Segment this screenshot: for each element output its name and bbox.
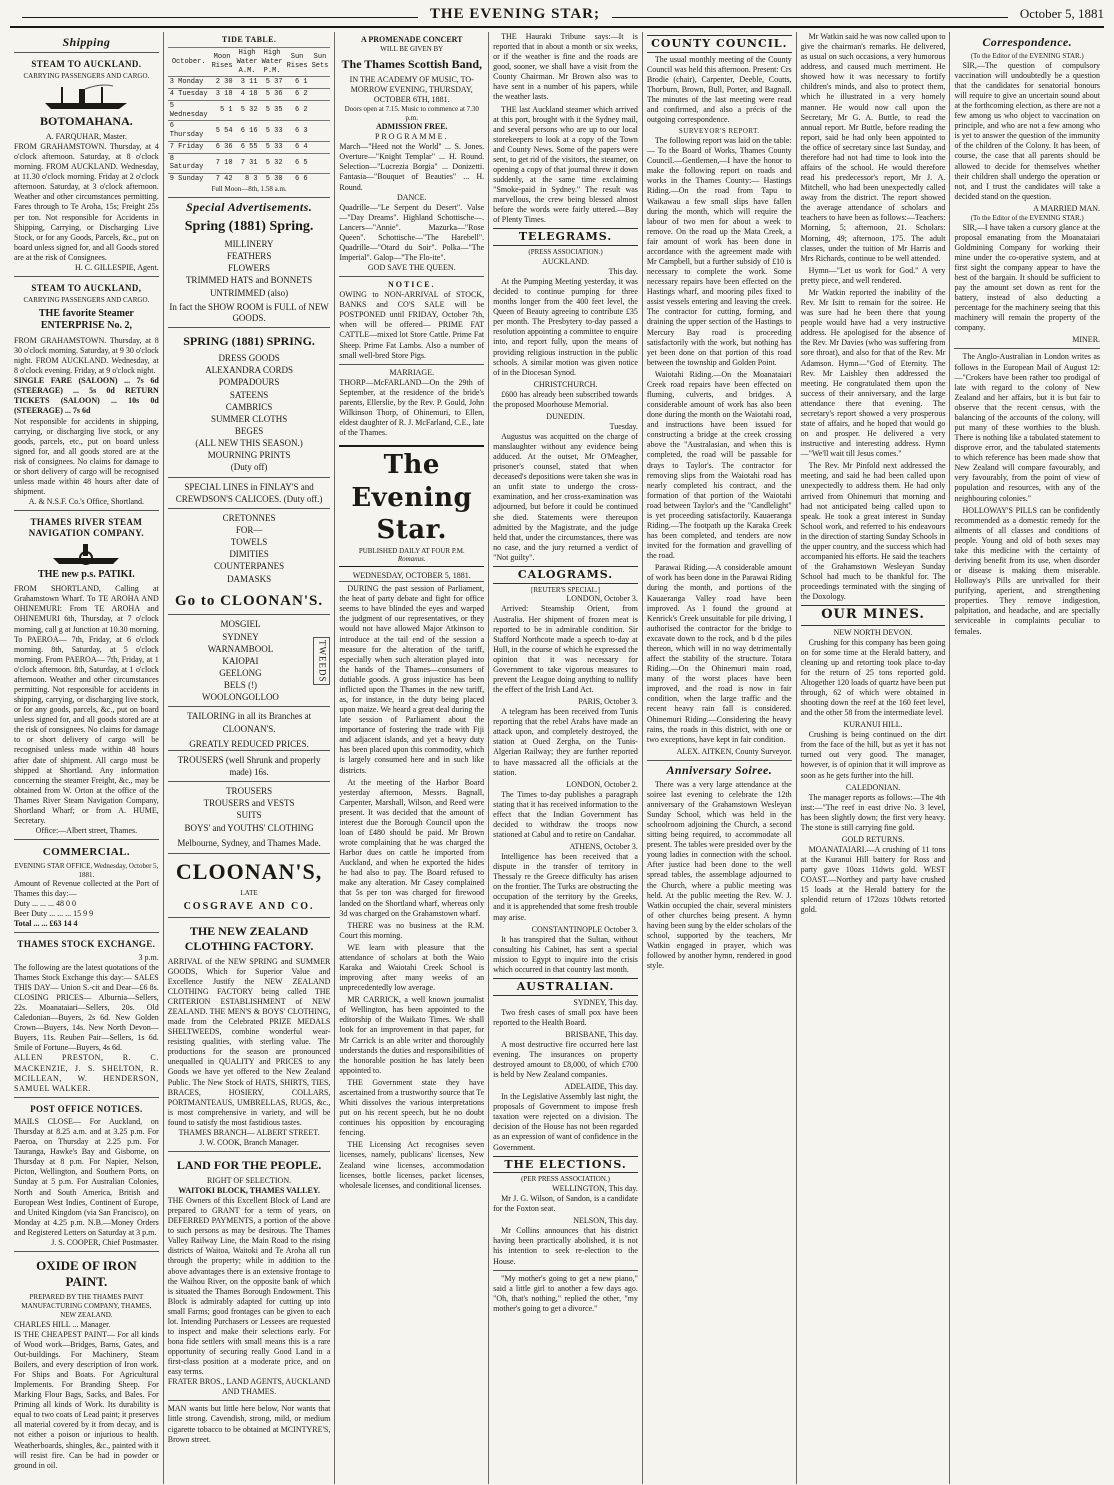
paragraph: In the Legislative Assembly last night, the proposals of Government to impose fresh taxation were rejected on a division. The decision of the House has not been regarded as an expression of want of confidence in the Government. xyxy=(493,1092,638,1152)
tide-cell: 5 37 xyxy=(260,77,285,89)
ad-office: Office:—Albert street, Thames. xyxy=(35,826,138,836)
tide-cell: 5 33 xyxy=(260,121,285,142)
ad-body: THE Owners of this Excellent Block of Land are prepared to GRANT for a term of years, on DEFERRED PAYMENTS, a portion of the above to such persons as may be desirous. The Thames Valley Railway Line, the Main Road to the rising districts of Waitoa, Waitoki and Te Aroha all run through the property; while in addition to the above advantages there is an extensive frontage to the Waihou River, on the opposite bank of which is situated the Thames Borough Endowment. This Block is admirably adapted for cutting up into small Farms; good frontages can be given to each lot. Intending Purchasers or Lessees are requested to inspect and make their selections early. For bona fide settlers with small means this is a rare opportunity of securing really Good Land in a first-class position at a moderate price, and on easy terms. xyxy=(167,1195,331,1377)
dateline: PARIS, October 3. xyxy=(578,697,638,707)
paragraph: The Times to-day publishes a paragraph stating that it has received information to the effect that the Indian Government has decided to withdraw the troops now stationed at Cabul and to retire on Candahar. xyxy=(493,789,638,839)
concert-title: A PROMENADE CONCERT xyxy=(361,35,463,44)
trousers: TROUSERS (well Shrunk and properly made) 16s. xyxy=(168,750,331,781)
list-item: TRIMMED HATS and BONNETS xyxy=(185,275,313,286)
signature: ALEX. AITKEN, County Surveyor. xyxy=(676,746,792,756)
concert-at: IN THE ACADEMY OF MUSIC, TO-MORROW EVENING, THURSDAY, OCTOBER 6TH, 1881. xyxy=(349,74,474,104)
leader-paragraph: WE learn with pleasure that the attendance of scholars at both the Waio Karaka and Waiotahi Creek School is improving after many weeks of an unprecedentedly low average. xyxy=(339,942,485,993)
god-save: GOD SAVE THE QUEEN. xyxy=(367,263,456,273)
tide-row xyxy=(168,174,331,185)
motto: Romanus. xyxy=(397,555,426,564)
dance-body: Quadrille—"Le Serpent du Desert". Valse—"Day Dreams". Highland Schottische—. Lancers—"Annie". Mazurka—"Rose Queen". Schottische—"The Harebell". Quadrille—"Otard du Soir". Polka—"The Imperial". Galop—"The Flo-ite". xyxy=(339,202,485,263)
ad-fares: SINGLE FARE (SALOON) ... 7s 6d (STEERAGE) ... 5s 0d RETURN TICKETS (SALOON) ... 10s 0d (STEERAGE) ... 7s 6d xyxy=(14,376,159,416)
ad-land xyxy=(168,1151,331,1400)
masthead-rule-left xyxy=(22,17,418,18)
section-heading-australian: AUSTRALIAN. xyxy=(493,978,638,996)
tide-row xyxy=(168,100,331,121)
to-editor: (To the Editor of the EVENING STAR.) xyxy=(970,213,1084,222)
ad-title: THAMES RIVER STEAM NAVIGATION COMPANY. xyxy=(28,517,145,539)
paragraph: Crushing for this company has been going on for some time at the Herald battery, and cleaning up and retorting took place to-day for the return of 25 tons reported gold. Altogether 120 loads of quartz have been put through, 62 of which were obtained in shooting down the reef at the 160 feet level, and the other 58 from the intermediate level. xyxy=(800,637,946,718)
tide-cell: 5 54 xyxy=(210,121,235,142)
tide-cell: 6 2 xyxy=(285,89,310,101)
ad-master: A. FARQUHAR, Master. xyxy=(45,132,127,141)
list-item: SUITS xyxy=(236,810,262,821)
list-item: ALEXANDRA CORDS xyxy=(205,365,293,376)
leader-paragraph: MR CARRICK, a well known journalist of Wellington, has been appointed to the editorship of the Waikato Times. We shall look for an improvement in that paper, for Mr Carrick is an able writer and thoroughly understands the duties and responsibilities of the honorable position he has lately been appointed to. xyxy=(339,995,485,1075)
leader-paragraph: DURING the past session of Parliament, the heat of party debate and fight for office seems to have blinded the eyes and warped the judgment of our representatives, or they would not have allowed Major Atkinson to introduce at the tail end of the session a measure for the alteration of the tariff, especially when such alteration played into the hands of the Thames—consumers of dutiable goods. A gross injustice has been inflicted upon the Thames in the new tariff, as, for instance, in the duty being placed upon maize. We heard a great deal during the late session of Parliament about the importance of fostering the trade with Fiji and adjacent islands, and yet a heavy duty has been placed upon this commodity, which is largely consumed here and in such like districts. xyxy=(339,584,485,775)
paragraph: MAILS CLOSE— For Auckland, on Thursday at 8.25 a.m. and at 3.25 p.m. For Paeroa, on Thursday at 2.25 p.m. For Tauranga, Hawke's Bay and Gisborne, on Thursday at 8 p.m. For Napier, Nelson, Picton, Wellington, and Southern Ports, on Sunday at 5 p.m. For Australian Colonies, North and South America, British and European West Indies, Continent of Europe, and United Kingdom (via San Francisco), on Monday at 4.25 p.m. N.B.—Money Orders and Registered Letters on Saturday at 3 p.m. xyxy=(14,1116,159,1237)
dateline: EVENING STAR OFFICE, Wednesday, October 5, 1881. xyxy=(14,861,159,879)
tide-cell: 6 36 xyxy=(210,141,235,153)
tide-cell: 4 Tuesday xyxy=(168,89,210,101)
ad-nz-clothing xyxy=(168,917,331,1151)
tweeds-block xyxy=(168,614,331,706)
marriage-title: MARRIAGE. xyxy=(389,367,435,377)
paragraph: THE last Auckland steamer which arrived at this port, brought with it the Sydney mail, and several persons who are up to our local storekeepers to look at a copy of the Town and County News. Some of the papers were sent, to get rid of the visitors, the steamer, on opening a copy of that journal threw it down suddenly, at the same time exclaiming "Smoke-paid in Sydney." The result was marvellous, the crew being blessed almost before the words were fairly uttered.—Bay of Plenty Times. xyxy=(493,104,638,225)
leader-paragraph: THE Licensing Act recognises seven licenses, namely, publicans' licenses, New Zealand wine licenses, accommodation licenses, bottle licenses, packet licenses, wholesale licenses, and conditional licenses. xyxy=(339,1140,485,1190)
paragraph: SIR,—I have taken a cursory glance at the proposal emanating from the Moanataiari Goldmining Company for working their mine under the co-operative system, and at first sight the company appear to have the best of the bargain. It should be sufficient to pay the amount set down as rent for the battery, instead of also deducting a percentage for the machinery seeing that this machinery will remain the property of the company. xyxy=(954,222,1101,333)
paragraph: It has transpired that the Sultan, without consulting his Cabinet, has sent a special mission to Egypt to inquire into the crisis which occurred in that country last month. xyxy=(493,934,638,974)
notice-title: NOTICE. xyxy=(387,280,436,290)
tide-row xyxy=(168,121,331,142)
ad-patiki xyxy=(14,510,159,839)
dateline-dunedin: DUNEDIN. xyxy=(546,411,585,421)
paragraph: "My mother's going to get a new piano," said a little girl to another a few days ago. "Oh, that's nothing," replied the other, "my mother's going to get a divorce." xyxy=(493,1273,638,1313)
paragraph: The following report was laid on the table:— To the Board of Works, Thames County Council.—Gentlemen,—I have the honor to make the following report on roads and works in the Thames County:— Hastings Riding.—On the road from Tapu to Waikawau a few small slips have fallen during the month, which will require the labour of two men for about a week to remove. On the road up the Mata Creek, a fair amount of work has been done in accordance with the agreement made with Mr Campbell, but a further subsidy of £10 is necessary to complete the work. Some necessary repairs have been effected on the Hastings wharf, and mooring piles fixed to assist vessels entering and leaving the creek. The contractor for cutting, forming, and draining the upper section of the Hastings to Mercury Bay road is proceeding satisfactorily with the work, but nothing has yet been done on that portion of this road between the township and Golden Point. xyxy=(646,136,792,367)
paragraph: The Anglo-Australian in London writes as follows in the European Mail of August 12:—"Crokers have been rather too prodigal of late with regard to the colony of New Zealand and her affairs, but it is but fair to observe that the recent census, with the balancing of the accounts of the colony, will put many of these worthies to the blush. There is nothing like a tabulated statement to disprove error, and the tabulated statements to which reference has been made show that New Zealand will compare favourably, and very favourably, from the point of view of population and resources, with any of the neighbouring colonies." xyxy=(954,352,1101,503)
spring2-list xyxy=(168,352,331,473)
tide-col-header: Moon Rises xyxy=(210,48,235,77)
column-6 xyxy=(797,32,951,1484)
masthead-date: October 5, 1881 xyxy=(1019,6,1104,21)
ad-ship-name: BOTOMAHANA. xyxy=(39,114,133,128)
tide-col-header: Sun Sets xyxy=(310,48,331,77)
tide-cell: 6 1 xyxy=(285,77,310,89)
paper-nameplate xyxy=(339,445,484,567)
section-heading-mines: OUR MINES. xyxy=(801,605,946,625)
subheading: SURVEYOR'S REPORT. xyxy=(678,127,760,136)
tide-cell: 5 Wednesday xyxy=(168,100,210,121)
paragraph: The manager reports as follows:—The 4th inst:—"The reef in east drive No. 3 level, has been slightly down; the first very heavy. The stone is still carrying fine gold. xyxy=(800,792,946,832)
ad-block: WAITOKI BLOCK, THAMES VALLEY. xyxy=(178,1185,320,1195)
leader-date: WEDNESDAY, OCTOBER 5, 1881. xyxy=(339,571,484,582)
paragraph: Mr Watkin reported the inability of the Rev. Mr Isitt to remain for the soiree. He was sure had he been there that young people would have had a very instructive address. He apologised for the absence of the Rev. Mr Davies (who was suffering from sore throat), and also for that of the Rev. Mr Adamson. Hymn—"God of Eternity. The Rev. Mr Laishley then addressed the meeting. He congratulated them upon the success of their anniversary, and the large attendance there that evening. The secretary's report showed a very prosperous state of affairs, and he hoped that would go on and prosper. He delivered a very instructive and interesting address. Hymn—"We'll wait till Jesus comes." xyxy=(800,287,946,459)
tide-row xyxy=(168,141,331,153)
leader-paragraph: THERE was no business at the R.M. Court this morning. xyxy=(339,920,485,940)
tide-cell: 7 31 xyxy=(235,153,260,174)
stock-exchange-section xyxy=(14,932,159,1096)
list-item: TROUSERS xyxy=(226,786,273,797)
leader-paragraph: At the meeting of the Harbor Board yesterday afternoon, Messrs. Bagnall, Carpenter, Marshall, Wilson, and Reed were present. It was decided that the amount of interest due the Borough Council upon the loan of £480 should be paid. Mr Brown wrote complaining that he was charged the Harbor dues on cattle he imported from Auckland, and when he exported the hides he had also to pay. The Board refused to make any alteration. Mr Casey complained that 5s per ton was charged for firewood landed on the Shortland wharf, whereas only 3d was charged on the Grahamstown wharf. xyxy=(339,777,485,918)
ad-subtitle: CARRYING PASSENGERS AND CARGO. xyxy=(23,72,150,81)
list-item: WARNAMBOOL xyxy=(207,643,274,654)
tide-cell: 5 32 xyxy=(235,100,260,121)
tide-table-heading: TIDE TABLE. xyxy=(221,35,277,44)
tide-cell: 5 1 xyxy=(210,100,235,121)
tide-cell xyxy=(310,174,331,185)
notice-body: OWING to NON-ARRIVAL of STOCK, BANKS and CO'S SALE will be POSTPONED until FRIDAY, October 7th, when will be offered— PRIME FAT CATTLE—mixed lot Store Cattle. Prime Fat Sheep. Prime Fat Lambs. Also a number of small well-bred Store Pigs. xyxy=(339,290,485,360)
ad-subtitle: RIGHT OF SELECTION. xyxy=(207,1175,292,1185)
subheading: GOLD RETURNS. xyxy=(841,834,905,844)
tide-cell: 2 30 xyxy=(210,77,235,89)
concert-by: WILL BE GIVEN BY xyxy=(380,45,444,53)
press-association: (PER PRESS ASSOCIATION.) xyxy=(521,1175,610,1184)
spring-note: In fact the SHOW ROOM is FULL of NEW GOODS. xyxy=(169,301,329,323)
tide-cell xyxy=(310,89,331,101)
tide-cell: 6 3 xyxy=(285,121,310,142)
tide-cell: 5 33 xyxy=(260,141,285,153)
ad-body: FROM GRAHAMSTOWN. Thursday, at 8 30 o'clock morning. Saturday, at 9 30 o'clock night. FROM AUCKLAND. Wednesday, at 8 o'clock evening. Friday, at 9 o'clock night. xyxy=(14,335,159,376)
marriage-body: THORP—McFARLAND—On the 29th of September, at the residence of the bride's parents, Ellerslie, by the Rev. P. Gould, John Wilkinson Thorp, of Ohinemuri, to Ellen, eldest daughter of R. J. McFarland, C.E., late of the Thames. xyxy=(339,377,485,438)
list-item: BELS (!) xyxy=(223,680,258,691)
tide-cell: 6 6 xyxy=(285,174,310,185)
list-item: CAMBRICS xyxy=(225,401,273,412)
ad-tobacco: MAN wants but little here below, Nor wants that little strong. Cavendish, strong, mild, or medium cigarette tobacco to be obtained at MCINTYRE'S, Brown street. xyxy=(168,1400,331,1447)
list-item: SATEENS xyxy=(229,389,269,400)
masthead xyxy=(10,6,1104,28)
paragraph: A telegram has been received from Tunis reporting that the rebel Arabs have made an attack upon, and completely destroyed, the station at Oued Zergha, on the Tunis-Algerian Railway; they are further reported to have massacred all the officials at the station. xyxy=(493,707,638,777)
tweeds-list xyxy=(168,618,313,703)
subheading: CALEDONIAN. xyxy=(845,782,901,792)
cosgrave: COSGRAVE AND CO. xyxy=(183,901,315,913)
paragraph: Crushing is being continued on the dirt from the face of the hill, but as yet it has not turned out very good. The manager, however, is of opinion that it will improve as soon as he gets further into the hill. xyxy=(800,730,946,780)
ad-title: THE NEW ZEALAND CLOTHING FACTORY. xyxy=(184,923,314,953)
signature: MINER. xyxy=(1072,335,1101,345)
section-heading-special: Special Advertisements. xyxy=(168,197,331,215)
paragraph: MOANATAIARI.—A crushing of 11 tons at the Kuranui Hill battery for Ross and party gave 10ozs 11dwts gold. WEST COAST.—Northey and party have crushed 15 loads at the Herald battery for the splendid return of 172ozs 10dwts retorted gold. xyxy=(800,844,946,915)
subheading: KURANUI HILL. xyxy=(843,720,903,730)
column-4 xyxy=(489,32,643,1484)
paragraph: The usual monthly meeting of the County Council was held this afternoon. Present: Crs Brodie (chair), Carpenter, Deeble, Coutts, Thorburn, Brown, Bull, Porter, and Bagnall. The minutes of the last meeting were read and confirmed, and also a précis of the outgoing correspondence. xyxy=(646,54,792,125)
late: LATE xyxy=(240,889,258,898)
ad-subtitle: CARRYING PASSENGERS AND CARGO. xyxy=(23,296,150,305)
dateline: LONDON, October 2. xyxy=(566,779,638,789)
tide-cell xyxy=(310,100,331,121)
press-association: (PRESS ASSOCIATION.) xyxy=(528,248,603,257)
ad-branch: THAMES BRANCH— ALBERT STREET. xyxy=(178,1127,320,1137)
section-heading-calograms: CALOGRAMS. xyxy=(493,566,638,584)
list-item: GEELONG xyxy=(219,668,262,679)
tide-cell xyxy=(310,153,331,174)
notice xyxy=(339,276,484,364)
signature: J. S. COOPER, Chief Postmaster. xyxy=(51,1237,159,1247)
spring2-title: SPRING (1881) SPRING. xyxy=(183,334,315,349)
tide-cell: 4 18 xyxy=(235,89,260,101)
list-item: DRESS GOODS xyxy=(218,353,280,364)
list-item: FEATHERS xyxy=(226,251,272,262)
section-heading-correspondence: Correspondence. xyxy=(982,35,1073,49)
ad-enterprise xyxy=(14,276,159,510)
steamship-icon xyxy=(41,83,131,111)
list-item: (ALL NEW THIS SEASON.) xyxy=(195,438,303,449)
ad-manager: J. W. COOK, Branch Manager. xyxy=(199,1137,299,1147)
trousers-list xyxy=(168,781,331,837)
concert-doors: Doors open at 7.15. Music to commence at 7.30 p.m. xyxy=(344,104,479,122)
tide-cell xyxy=(310,141,331,153)
ad-title: STEAM TO AUCKLAND, xyxy=(31,282,142,293)
list-item: KAIOPAI xyxy=(222,655,259,666)
programme: PROGRAMME. xyxy=(374,132,449,142)
paragraph: The following are the latest quotations of the Thames Stock Exchange this day:— SALES THIS DAY— Union S.-cit and Dear—£6 8s. CLOSING PRICES— Alburnia—Sellers, 22s. Moanataiari—Sellers, 20s. Old Caledonian—Buyers, 2s 6d. New Golden Crown—Buyers, 14s. New North Devon—Buyers, 11s. Reuben Pair—Sellers, 1s 6d. Smile of Fortune—Buyers, 4s 6d. xyxy=(14,962,159,1053)
ad-body: ARRIVAL of the NEW SPRING and SUMMER GOODS, Which for Superior Value and Excellence Justify the NEW ZEALAND CLOTHING FACTORY being called THE CRITERION ESTABLISHMENT of NEW ZEALAND. THE MEN'S & BOYS' CLOTHING, made from the Celebrated PRIZE MEDALS SHELTWEEDS, combine wonderful wear-resisting qualities, with sterling value. The productions for the season are pronounced unequalled in QUALITY and PRICES to any Goods we have yet offered to the New Zealand Public. The New Stock of HATS, SHIRTS, TIES, BRACES, HOSIERY, COLLARS, PORTMANTEAUS, UMBRELLAS, RUGS, &c., is most comprehensive in variety, and will be found to satisfy the most fastidious tastes. xyxy=(167,956,331,1127)
paddle-steamer-icon xyxy=(51,542,121,566)
special-lines: SPECIAL LINES in FINLAY'S and CREWDSON'S CALICOES. (Duty off.) xyxy=(168,477,331,508)
time: 3 p.m. xyxy=(138,952,159,962)
admission: ADMISSION FREE. xyxy=(375,122,448,132)
dateline: ATHENS, October 3. xyxy=(569,842,638,852)
tide-row xyxy=(168,153,331,174)
tide-cell: 7 42 xyxy=(210,174,235,185)
paragraph: Intelligence has been received that a dispute in the transfer of territory in Thessaly re the Greece difficulty has arisen on the frontier. The Turks are obstructing the occupation of the territory by the Greeks, and it is apprehended that some fresh trouble may arise. xyxy=(493,852,638,922)
tide-table xyxy=(168,47,331,185)
ad-agent: H. C. GILLESPIE, Agent. xyxy=(74,262,159,272)
tide-cell: 3 Monday xyxy=(168,77,210,89)
column-5 xyxy=(643,32,797,1484)
tide-col-header: October. xyxy=(168,48,210,77)
section-heading-county: COUNTY COUNCIL. xyxy=(647,35,792,53)
list-item: SYDNEY xyxy=(222,631,259,642)
ad-paint xyxy=(14,1251,159,1474)
date: This day. xyxy=(608,266,638,276)
list-item: DIMITIES xyxy=(229,549,269,560)
column-7 xyxy=(950,32,1104,1484)
tide-cell xyxy=(310,77,331,89)
list-item: MOURNING PRINTS xyxy=(207,450,291,461)
ad-botomahana xyxy=(14,52,159,276)
tide-cell: 5 36 xyxy=(260,89,285,101)
dateline-christchurch: CHRISTCHURCH. xyxy=(533,379,598,389)
tide-cell: 3 11 xyxy=(235,77,260,89)
tide-row xyxy=(168,89,331,101)
list-item: (Duty off) xyxy=(230,462,268,473)
ad-sign: FRATER BROS., LAND AGENTS, AUCKLAND AND THAMES. xyxy=(167,1377,331,1397)
tide-cell: 3 18 xyxy=(210,89,235,101)
tide-col-header: High Water A.M. xyxy=(235,48,260,77)
dateline: WELLINGTON, This day. xyxy=(552,1184,638,1194)
dateline: CONSTANTINOPLE October 3. xyxy=(531,924,638,934)
paragraph: SIR,—The question of compulsory vaccination will undoubtedly be a question that the candidates for senatorial honours will require to give an uncertain sound about at the forthcoming election, as there are not a few among us who object to vaccination on principle, and who are not a few among who is yet to answer the question of the immunity of the children of the Colony. It has been, of course, the case that all parents should be allowed to decide for themselves whether their children shall undergo the operation or not, and I trust the candidates will take a decided stand on the question. xyxy=(954,60,1101,201)
columns xyxy=(10,32,1104,1484)
masthead-rule-right xyxy=(612,17,1008,18)
tweeds-label: TWEEDS xyxy=(313,637,330,686)
paragraph: Hymn—"Let us work for God." A very pretty piece, and well rendered. xyxy=(800,265,946,285)
paragraph: HOLLOWAY'S PILLS can be confidently recommended as a domestic remedy for the ailments of all classes and conditions of people. Young and old of both sexes may take this medicine with the certainty of deriving benefit from its use, when disorder or disease is making them miserable. Holloway's Pills are unrivalled for their purifying, aperient, and strengthening properties. They remove indigestion, palpitation, and headache, and are specially serviceable in complaints peculiar to females. xyxy=(954,505,1101,636)
section-heading: POST OFFICE NOTICES. xyxy=(30,1103,143,1114)
tide-cell: 6 5 xyxy=(285,153,310,174)
tide-cell: 8 3 xyxy=(235,174,260,185)
ad-agent: A. & N.S.F. Co.'s Office, Shortland. xyxy=(28,497,145,507)
revenue-duty: Duty ... ... ... 48 0 0 xyxy=(14,899,76,909)
list-item: MILLINERY xyxy=(224,239,274,249)
paragraph: The Rev. Mr Pinfold next addressed the meeting, and said he had been called upon unexpectedly to address them. He had only arrived from Ohinemuri that morning and had not anticipated being called upon to speak. He took a great interest in Sunday School work, and referred to his endeavours in the direction of starting Sunday Schools in the upper country, and the success which had accompanied his efforts. He said the teachers of the Grahamstown Wesleyan Sunday School had much to be thankful for. The proceedings terminated with the singing of the Doxology. xyxy=(800,461,946,602)
tide-cell: 6 2 xyxy=(285,100,310,121)
column-1 xyxy=(10,32,164,1484)
tide-cell: 5 30 xyxy=(260,174,285,185)
paper-title: The Evening Star. xyxy=(351,450,473,546)
list-item: WOOLONGOLLOO xyxy=(201,692,279,703)
paragraph: THE Hauraki Tribune says:—It is reported that in about a month or six weeks, or if the weather is fine and the roads are good, sooner, we shall have a visit from the County Chairman. Mr Brown also was to have sent in a number of his papers, while the weather lasts. xyxy=(493,32,638,102)
tide-col-header: Sun Rises xyxy=(285,48,310,77)
dance: DANCE. xyxy=(396,192,427,202)
leader-paragraph: THE Government state they have ascertained from a trustworthy source that Te Whiti dissolves the various interpretations put on his recent speech, but he no doubt continues his opposition by encouraging fencing. xyxy=(339,1077,485,1138)
tide-cell: 9 Sunday xyxy=(168,174,210,185)
tide-cell xyxy=(310,121,331,142)
paragraph: Parawai Riding.—A considerable amount of work has been done in the Parawai Riding during the month, and portions of the Kauaeranga Valley road have been improved. As I found the ground at Kenrick's Creek unsuitable for pile driving, I authorised the contractor for the bridge to excavate down to the rock, and b d the piles thereon, which will in no way detrimentally affect the stability of the structure. Totara Riding.—On the Ohinemuri main road, many of the worst places have been improved, and the road is now in fair condition, when the large traffic and the recent heavy rain fall is considered. Ohinemuri Riding.—Considering the heavy rains, the roads in this district, with one or two exceptions, have kept in fair condition. xyxy=(646,563,792,744)
list-item: BEGES xyxy=(234,426,264,437)
list-item: TROUSERS and VESTS xyxy=(203,798,295,809)
list-item: FLOWERS xyxy=(228,263,271,274)
tide-footnote: Full Moon—8th, 1.58 a.m. xyxy=(211,184,287,193)
paragraph: A most destructive fire occurred here last evening. The insurances on property destroyed amount to £8,000, of which £700 is held by New Zealand companies. xyxy=(493,1039,638,1080)
spring-title: Spring (1881) Spring. xyxy=(184,218,314,234)
paragraph: Augustus was acquitted on the charge of manslaughter without any evidence being adduced. At the outset, Mr O'Meagher, prisoner's counsel, stated that when deceased's depositions were taken she was in an unfit state to undergo the cross-examination, and her cross-examination was adjourned, but before it could be continued she died. Statements were thereupon admitted by the Magistrate, and the judge held that, under the circumstances, there was no case, and the jury returned a verdict of "Not guilty". xyxy=(493,431,638,562)
tide-col-header: High Water P.M. xyxy=(260,48,285,77)
paragraph: Mr J. G. Wilson, of Sandon, is a candidate for the Foxton seat. xyxy=(493,1194,638,1214)
tide-cell: 7 Friday xyxy=(168,141,210,153)
revenue-total: Total ... ... £63 14 4 xyxy=(14,919,78,929)
list-item: COUNTERPANES xyxy=(213,561,285,572)
paragraph: Arrived: Steamship Orient, from Australia. Her shipment of frozen meat is reported to be in admirable condition. Sir Stafford Northcote made a speech to-day at Hull, in the course of which he expressed the opinion that it was necessary for Government to take vigorous measures to prevent the League doing anything to nullify the effect of the Irish Land Act. xyxy=(493,604,638,695)
cloonans-go: Go to CLOONAN'S. xyxy=(175,592,324,609)
dateline: SYDNEY, This day. xyxy=(573,997,638,1007)
list-item: DAMASKS xyxy=(227,573,272,584)
paragraph: Mr Collins announces that his district having been practically abolished, it is not his intention to seek re-election to the House. xyxy=(493,1226,638,1266)
tide-cell: 6 55 xyxy=(235,141,260,153)
column-3 xyxy=(335,32,489,1484)
programme-body: March—"Heed not the World" ... S. Jones. Overture—"Knight Templar" ... H. Round. Selection—"Lucrezia Borgia" ... Donizetti. Fantasia—"Bouquet of Beauties" ... H. Round. xyxy=(339,142,485,192)
to-editor: (To the Editor of the EVENING STAR.) xyxy=(970,52,1084,60)
date: Tuesday. xyxy=(609,421,638,431)
cretonnes-list xyxy=(168,508,331,588)
tide-cell: 6 16 xyxy=(235,121,260,142)
masthead-title: THE EVENING STAR; xyxy=(429,6,600,22)
tide-cell: 8 Saturday xyxy=(168,153,210,174)
list-item: BOYS' and YOUTHS' CLOTHING xyxy=(184,822,314,833)
paragraph: There was a very large attendance at the soiree last evening to celebrate the 12th anniversary of the Grahamstown Wesleyan Sunday School, which was held in the schoolroom adjoining the Church, a second sitting being required, to accommodate all present. The tables were presided over by the young ladies in connection with the school. After justice had been done to the well spread tables, the assemblage adjourned to the Church, where a public meeting was held. At the public meeting the Rev. W. J. Watkin occupied the chair, several ministers of other churches being present. A hymn having been sung by the elder scholars of the school, supported by the teachers, Mr Watkin engaged in prayer, which was followed by another hymn, rendered in good style. xyxy=(646,779,792,971)
section-heading: COMMERCIAL. xyxy=(42,846,130,859)
ad-body: IS THE CHEAPEST PAINT— For all kinds of Wood work—Bridges, Barns, Gates, and Out-buildings. For Machinery, Steam Boilers, and every description of Iron work. For Ships and Boats. For Agricultural Implements. For Branding Sheep. For Marking Flour Bags, Sacks, and Bales. For Priming all kinds of Work. Its durability is equal to two coats of Lead paint; it preserves all material covered by it from decay, and is not either a poison or injurious to health. Weatherboards, shingles, &c., painted with it will resist fire. Can be had in powder or ground in oil. xyxy=(14,1329,159,1470)
section-heading: THAMES STOCK EXCHANGE. xyxy=(17,939,156,950)
cloonans-name: CLOONAN'S, xyxy=(168,853,331,886)
paragraph: Mr Watkin said he was now called upon to give the chairman's remarks. He delivered, as usual on such occasions, a very humorous address, and caused much merriment. He showed how it was necessary to fortify children's minds, and also to protect them, which he illustrated in a very homely manner. He would now call upon the Secretary, Mr G. A. Buttle, to read the annual report. Mr Buttle, before reading the report, said he had only been appointed to the office of secretary since last Sunday, and therefore had not had time to look into the affairs of the school. He would therefore read his predecessor's report, Mr J. A. Mitchell, who had been unexpectedly called away from the district. The report showed the average attendance of scholars and teachers to have been as follows:—Teachers: Morning, 5; afternoon, 21. Scholars: Morning, 49; afternoon, 175. The adult classes, under the tuition of Mr Harris and Mrs Richards, continue to be well attended. xyxy=(800,32,946,263)
tailoring: TAILORING in all its Branches at CLOONAN'S. xyxy=(168,706,331,737)
column-2 xyxy=(164,32,336,1484)
ad-title: OXIDE OF IRON PAINT. xyxy=(36,1257,137,1290)
ad-concert xyxy=(339,32,484,276)
ad-ship-name: THE new p.s. PATIKI. xyxy=(37,568,135,580)
ad-ship-name: THE favorite Steamer ENTERPRISE No. 2, xyxy=(38,307,134,332)
paragraph: £600 has already been subscribed towards the proposed Moorhouse Memorial. xyxy=(493,389,638,409)
dateline: BRISBANE, This day. xyxy=(565,1029,638,1039)
section-heading-shipping: Shipping xyxy=(62,35,111,49)
paragraph: Two fresh cases of small pox have been reported to the Health Board. xyxy=(493,1007,638,1027)
dateline: LONDON, October 3. xyxy=(566,594,638,604)
revenue-beer: Beer Duty ... ... ... 15 9 9 xyxy=(14,909,94,919)
marriage xyxy=(339,364,484,441)
tide-cell: 6 4 xyxy=(285,141,310,153)
dateline-auckland: AUCKLAND. xyxy=(542,256,589,266)
list-item: SUMMER CLOTHS xyxy=(210,413,288,424)
made-in: Melbourne, Sydney, and Thames Made. xyxy=(177,837,321,848)
commercial-section xyxy=(14,839,159,932)
reuters: [REUTER'S SPECIAL.] xyxy=(531,585,600,594)
list-item: FOR— xyxy=(235,525,263,536)
tide-cell: 5 32 xyxy=(260,153,285,174)
tide-cell: 6 Thursday xyxy=(168,121,210,142)
section-heading-elections: THE ELECTIONS. xyxy=(493,1156,638,1174)
ad-tail: Not responsible for accidents in shipping, carrying, or discharging live stock, or any goods, parcels, etc., put on board unless signed for, and all goods stored are at the risk of consignees. No claims for damage to or short delivery of cargo will be recognised unless made within 48 hours after date of shipment. xyxy=(14,416,159,497)
brokers: ALLEN PRESTON, R. C. MACKENZIE, J. S. SHELTON, R. MCILLEAN, W. HENDERSON, SAMUEL WALKER. xyxy=(14,1053,159,1093)
tide-cell: 5 35 xyxy=(260,100,285,121)
dateline: NELSON, This day. xyxy=(573,1216,638,1226)
reduced-prices: GREATLY REDUCED PRICES. xyxy=(189,738,309,749)
paragraph: Amount of Revenue collected at the Port of Thames this day:— xyxy=(14,879,159,899)
ad-body: FROM GRAHAMSTOWN. Thursday, at 4 o'clock afternoon. Saturday, at 8 o'clock morning. FROM AUCKLAND. Wednesday, at 11.30 o'clock morning. Friday at 2 o'clock afternoon. Saturday, at 3 o'clock afternoon. Weather and other circumstances permitting. Fares through to Te Aroha, 15s; Freight 25s per ton. Not responsible for Accidents in Shipping, Carrying, or Discharging Live Stock, or for any Goods, Parcels, &c., put on board unless signed for, and all Goods stored are at the risk of Consignees. xyxy=(14,142,159,262)
list-item: MOSGIEL xyxy=(220,619,261,630)
list-item: TOWELS xyxy=(230,537,268,548)
ad-manager: CHARLES HILL ... Manager. xyxy=(14,1319,111,1329)
paragraph: Waiotahi Riding.—On the Moanataiari Creek road repairs have been effected on fluming, culverts, and bridges. A considerable amount of work has also been done during the month on the Waiotahi road, and instructions have been issued for constructing a bridge at the creek crossing above the "Australasian, and when this is completed, the road will be passable for drays to Taylor's. The contractor for removing slips from the Waiotahi road has nearly completed his contract, and the formation of that portion of the Waiotahi road between Taylor's and the "Candlelight" is yet proceeding satisfactorily. Kauaeranga Riding.—The footpath up the Karaka Creek has been completed, and tenders are now invited for the formation and gravelling of the road. xyxy=(646,369,792,561)
ad-body: FROM SHORTLAND, Calling at Grahamstown Wharf. To TE AROHA AND OHINEMURI: From TE AROHA and OHINEMURI 6th, Thursday, at 7 o'clock morning, call g at Junction at 10.30 morning. To PAEROA— 7th, Friday, at 6 o'clock morning. 8th, Saturday, at 5 o'clock morning. From PAEROA— 7th, Friday, at 1 o'clock afternoon. 8th, Saturday, at 1 o'clock afternoon. Weather and other circumstances permitting. Not responsible for accidents in shipping, carrying, or discharging live stock, or for any goods, parcels, &c., put on board unless signed for, and all goods stored are at the risk of consignees. No claims for damage to or short delivery of cargo will be recognised unless made within 48 hours after date of shipment. All cargo must be shipped at Shortland. Any information concerning the steamer Freight, &c., may be obtained from W. Orton at the office of the Thames River Steam Navigation Company, Shortland Wharf; or from A. HUME, Secretary. xyxy=(14,584,159,825)
spring-list xyxy=(168,238,331,299)
tide-cell: 7 10 xyxy=(210,153,235,174)
list-item: UNTRIMMED (also) xyxy=(209,287,289,298)
published: PUBLISHED DAILY AT FOUR P.M. xyxy=(358,546,465,555)
dateline: ADELAIDE, This day. xyxy=(564,1082,638,1092)
tide-row xyxy=(168,77,331,89)
subheading: NEW NORTH DEVON. xyxy=(833,627,913,637)
ad-by: PREPARED BY THE THAMES PAINT MANUFACTURING COMPANY, THAMES, NEW ZEALAND. xyxy=(21,1293,152,1319)
post-office-section xyxy=(14,1097,159,1251)
ad-title: STEAM TO AUCKLAND. xyxy=(31,59,142,69)
list-item: CRETONNES xyxy=(222,512,276,523)
list-item: POMPADOURS xyxy=(218,377,280,388)
signature: A MARRIED MAN. xyxy=(1033,203,1101,213)
section-heading-soiree: Anniversary Soiree. xyxy=(647,760,792,778)
concert-band: The Thames Scottish Band, xyxy=(341,56,482,71)
ad-title: LAND FOR THE PEOPLE. xyxy=(176,1157,322,1172)
paragraph: At the Pumping Meeting yesterday, it was decided to continue pumping for three months longer from the 400 feet level, the Queen of Beauty agreeing to contribute £35 per month. The Presbytery to-day passed a resolution appointing a committee to enquire into, and report fully, upon the means of providing religious instruction in the public schools. A similar motion was given notice of in the Diocesan Synod. xyxy=(493,276,638,377)
section-heading-telegrams: TELEGRAMS. xyxy=(493,228,638,246)
